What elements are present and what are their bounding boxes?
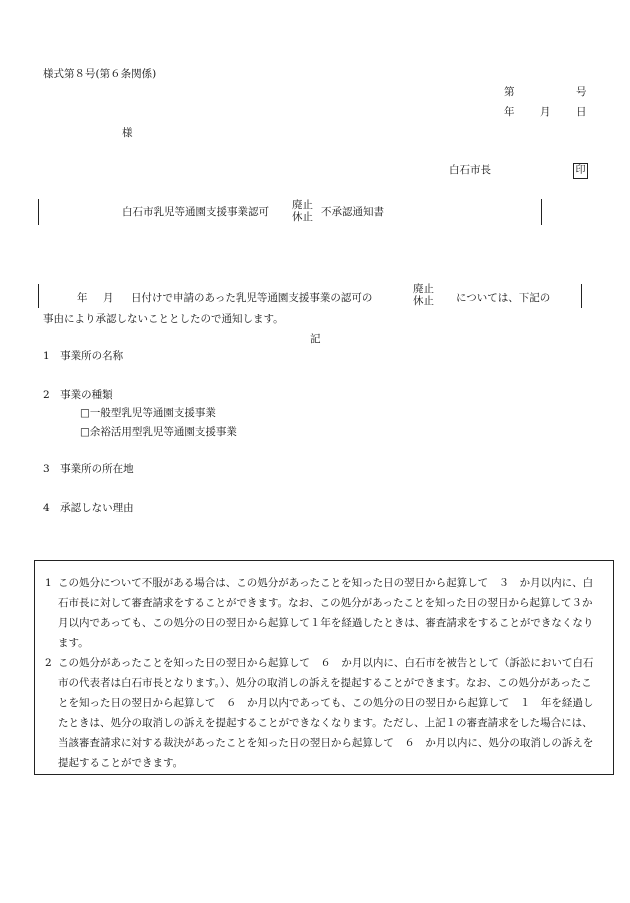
appeal-notice-box <box>34 560 614 775</box>
item-1-facility-name: 1 事業所の名称 <box>43 350 124 362</box>
ki-heading: 記 <box>310 333 321 345</box>
title-left-bracket <box>38 199 39 225</box>
body-line1-text: 日付けで申請のあった乳児等通園支援事業の認可の <box>131 292 373 304</box>
addressee-honorific: 様 <box>122 127 133 139</box>
document-number-prefix: 第 <box>504 86 515 98</box>
item-2-option-general: □一般型乳児等通園支援事業 <box>80 407 216 419</box>
document-number-suffix: 号 <box>576 86 587 98</box>
title-option-haishi: 廃止 <box>292 199 313 211</box>
title-tail: 不承認通知書 <box>321 206 384 218</box>
date-month-label: 月 <box>540 106 551 118</box>
date-year-label: 年 <box>504 106 515 118</box>
body-line2: 事由により承認しないこととしたので通知します。 <box>43 313 284 325</box>
title-right-bracket <box>541 199 542 225</box>
body-month-label: 月 <box>103 292 114 304</box>
appeal-notice-1-number: 1 <box>45 577 52 589</box>
seal-mark: 印 <box>573 163 588 179</box>
date-day-label: 日 <box>576 106 587 118</box>
body-left-bracket <box>38 284 39 308</box>
body-option-stack <box>413 283 434 307</box>
form-number-label: 様式第８号(第６条関係) <box>43 68 157 80</box>
body-right-bracket <box>581 284 582 308</box>
body-option-haishi: 廃止 <box>413 283 434 295</box>
title-option-stack <box>292 199 313 223</box>
body-option-kyushi: 休止 <box>413 295 434 307</box>
appeal-notice-1-text: この処分について不服がある場合は、この処分があったことを知った日の翌日から起算して ３ か月以内に、白石市長に対して審査請求をすることができます。なお、この処分があったことを知った日の翌日から起算して３か月以内であっても、この処分の日の翌日から起算して１年を経過したときは、審査請求をすることができなくなります。 <box>58 577 594 649</box>
body-year-label: 年 <box>77 292 88 304</box>
item-3-facility-location: 3 事業所の所在地 <box>43 463 134 475</box>
title-lead: 白石市乳児等通園支援事業認可 <box>122 206 269 218</box>
appeal-notice-2-number: 2 <box>45 657 52 669</box>
appeal-notice-1 <box>45 573 601 653</box>
item-2-business-type: 2 事業の種類 <box>43 389 113 401</box>
body-line1-tail: については、下記の <box>456 292 551 304</box>
sender-name: 白石市長 <box>449 164 491 176</box>
appeal-notice-2 <box>45 653 601 773</box>
title-option-kyushi: 休止 <box>292 211 313 223</box>
appeal-notice-2-text: この処分があったことを知った日の翌日から起算して ６ か月以内に、白石市を被告として（訴訟において白石市の代表者は白石市長となります。）、処分の取消しの訴えを提起することができます。なお、この処分があったことを知った日の翌日から起算して ６ か月以内であっても、この処分の日の翌日から起算して １ 年を経過したときは、処分の取消しの訴えを提起することができなくなります。ただし、上記１の審査請求をした場合には、当該審査請求に対する裁決があったことを知った日の翌日から起算して ６ か月以内に、処分の取消しの訴えを提起することができます。 <box>58 657 594 769</box>
item-4-rejection-reason: 4 承認しない理由 <box>43 502 134 514</box>
item-2-option-surplus: □余裕活用型乳児等通園支援事業 <box>80 426 237 438</box>
